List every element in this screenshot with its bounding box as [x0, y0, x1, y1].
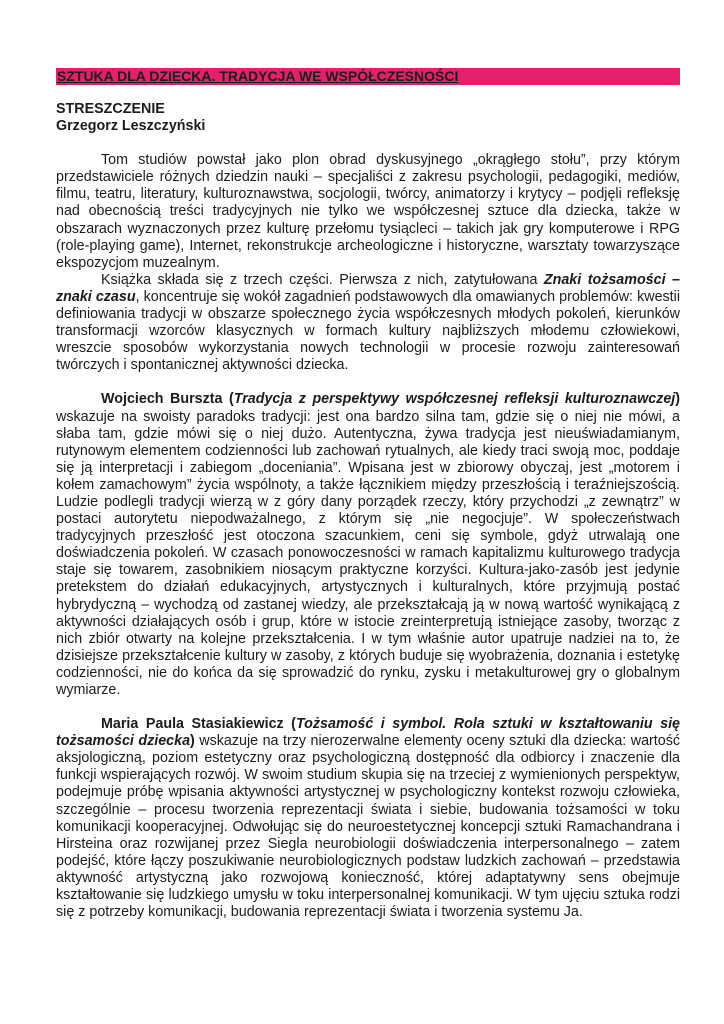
intro-p2-text-a: Książka składa się z trzech części. Pierwsza z nich, zatytułowana	[101, 271, 544, 288]
stasiakiewicz-work-title: Tożsamość i symbol. Rola sztuki w kształtowaniu się tożsamości dziecka	[56, 716, 680, 750]
section-heading: STRESZCZENIE	[56, 101, 165, 117]
burszta-open-paren: (	[222, 391, 234, 408]
intro-p2-text-b: , koncentruje się wokół zagadnień podstawowych dla omawianych problemów: kwestii definiowania tradycji w obszarze społecznego życia współczesnych młodych pokoleń, kierunków transformacji wzorców klasycznych w formach kultury najbliższych młodemu człowiekowi, wreszcie sposobów wykorzystania nowych technologii w procesie rozwoju zainteresowań twórczych i spontanicznej aktywności dziecka.	[56, 288, 680, 374]
stasiakiewicz-open-paren: (	[283, 716, 296, 733]
intro-paragraph-1: Tom studiów powstał jako plon obrad dyskusyjnego „okrągłego stołu”, przy którym przedstawiciele różnych dziedzin nauki – specjaliści z zakresu psychologii, pedagogiki, mediów, filmu, teatru, literatury, kulturoznawstwa, socjologii, twórcy, animatorzy i krytycy – podjęli refleksję nad obecnością treści tradycyjnych nie tylko we współczesnej sztuce dla dziecka, także w obszarach wyznaczonych przez kulturę przełomu tysiącleci – takich jak gry komputerowe i RPG (role-playing game), Internet, rekonstrukcje archeologiczne i historyczne, warsztaty towarzyszące ekspozycjom muzealnym.	[56, 152, 680, 271]
document-title: SZTUKA DLA DZIECKA. TRADYCJA WE WSPÓŁCZESNOŚCI	[56, 68, 680, 85]
burszta-work-title: Tradycja z perspektywy współczesnej refleksji kulturoznawczej	[233, 391, 676, 408]
burszta-summary: wskazuje na swoisty paradoks tradycji: jest ona bardzo silna tam, gdzie się o niej nie mówi, a słaba tam, gdzie mówi się o niej dużo. Autentyczna, żywa tradycja jest nieuświadamianym, rutynowym elementem codzienności lub zachowań rytualnych, ale kiedy traci swoją moc, poddaje się ją interpretacji i zabiegom „doceniania”. Wpisana jest w zbiorowy obyczaj, jest „motorem i kołem zamachowym” życia wspólnoty, a także łącznikiem między przeszłością i teraźniejszością. Ludzie podlegli tradycji wierzą w z góry dany porządek rzeczy, który przychodzi „z zewnątrz” w postaci autorytetu niepodważalnego, z którym się „nie negocjuje”. W społeczeństwach tradycyjnych przeszłość jest otoczona szacunkiem, ceni się symbole, gdyż utrwalają one doświadczenia pokoleń. W czasach ponowoczesności w ramach kapitalizmu kulturowego tradycja staje się towarem, zasobnikiem niosącym praktyczne korzyści. Kultura-jako-zasób jest jedynie pretekstem do działań edukacyjnych, artystycznych i kulturalnych, które przyjmują postać hybrydyczną – wychodzą od zastanej wiedzy, ale przekształcają ją w nową wartość wynikającą z aktywności działających osób i grup, które w istocie zreinterpretują istniejące zasoby, tworząc z nich zbiór otwarty na kolejne przekształcenia. I w tym właśnie autor upatruje nadziei na to, że dzisiejsze przekształcenie kultury w zasoby, z których buduje się wyobrażenia, doznania i estetykę codzienności, nie do końca da się sprowadzić do rynku, zysku i metakulturowej gry o globalnym wymiarze.	[56, 408, 680, 698]
stasiakiewicz-summary: wskazuje na trzy nierozerwalne elementy oceny sztuki dla dziecka: wartość aksjologiczną, poziom estetyczny oraz psychologiczną dostępność dla odbiorcy i znaczenie dla funkcji wspierających rozwój. W swoim studium skupia się na trzeciej z wymienionych perspektyw, podejmuje próbę wpisania aktywności artystycznej w psychologiczny kontekst rozwoju człowieka, szczególnie – procesu tworzenia reprezentacji świata i siebie, budowania tożsamości w toku komunikacji kooperacyjnej. Odwołując się do neuroestetycznej koncepcji sztuki Ramachandrana i Hirsteina oraz rozwijanej przez Siegla neurobiologii doświadczenia interpersonalnego – zatem podejść, które łączy poszukiwanie neurobiologicznych podstaw ludzkich zachowań – przedstawia aktywność artystyczną jako rozwojową konieczność, której adaptatywny sens obejmuje kształtowanie się ludzkiego umysłu w toku interpersonalnej komunikacji. W tym ujęciu sztuka rodzi się z potrzeby komunikacji, budowania reprezentacji świata i tworzenia systemu Ja.	[56, 733, 681, 921]
stasiakiewicz-close-paren: )	[190, 733, 195, 750]
stasiakiewicz-paragraph	[56, 716, 680, 921]
author-name: Grzegorz Leszczyński	[56, 118, 206, 135]
burszta-paragraph	[56, 391, 680, 699]
intro-paragraph-2	[56, 272, 680, 375]
burszta-author: Wojciech Burszta	[101, 391, 223, 408]
burszta-close-paren: )	[675, 391, 681, 408]
part-one-title: Znaki tożsamości – znaki czasu	[56, 271, 680, 305]
stasiakiewicz-author: Maria Paula Stasiakiewicz	[101, 716, 284, 733]
document-page	[56, 68, 680, 921]
